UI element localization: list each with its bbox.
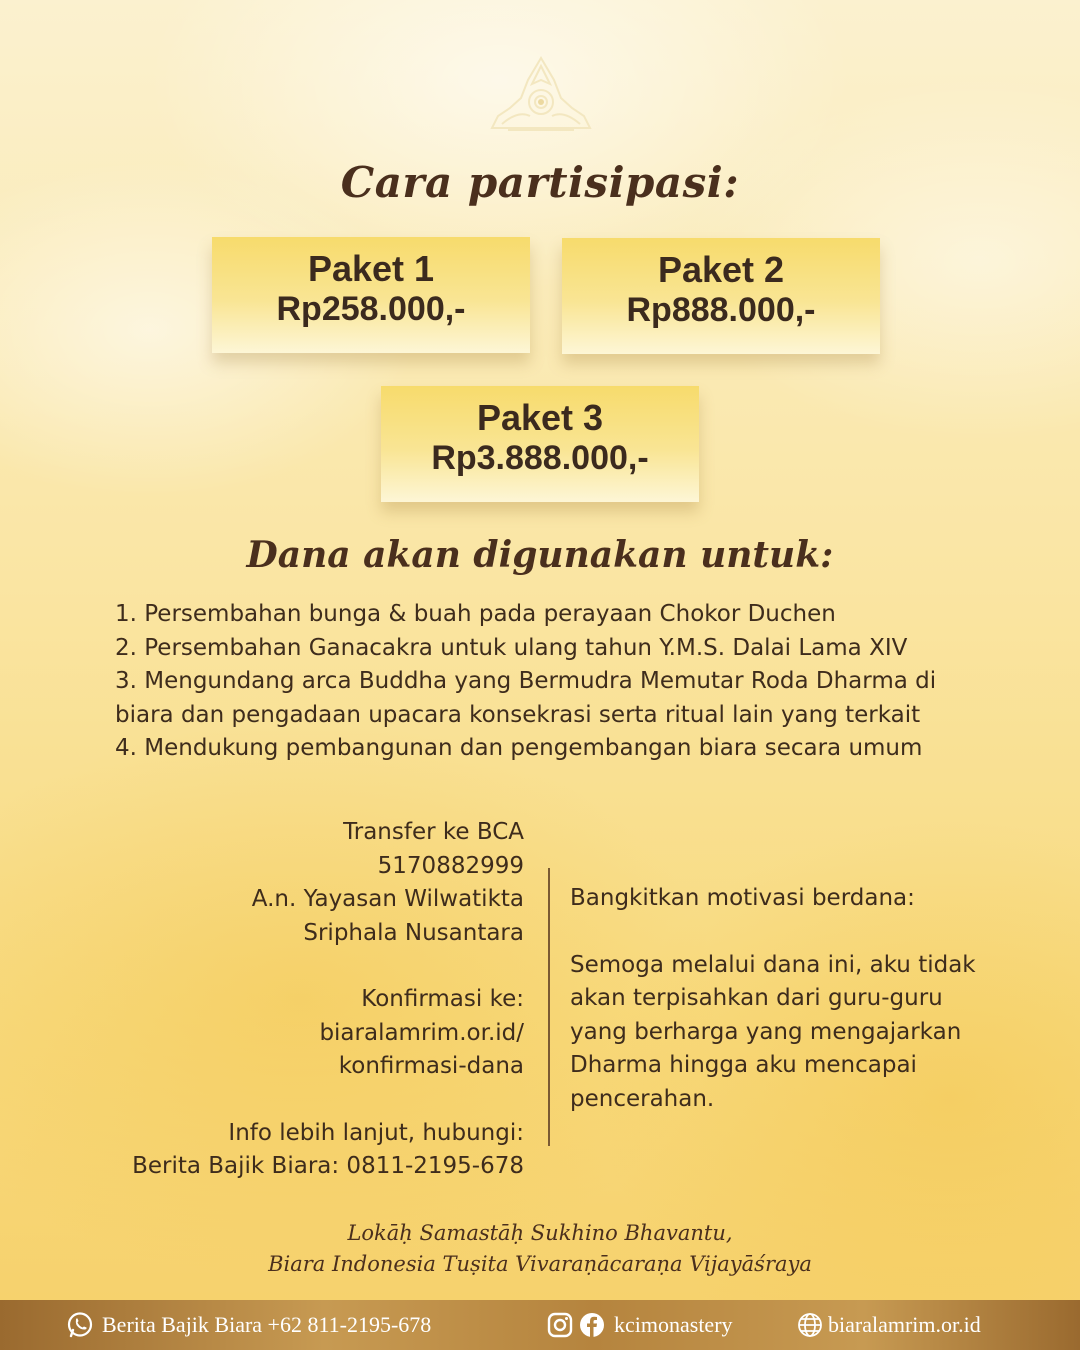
- whatsapp-icon: [66, 1311, 94, 1339]
- motivation-line: pencerahan.: [570, 1085, 715, 1112]
- closing-line: Biara Indonesia Tuṣita Vivaraṇācaraṇa Vijayāśraya: [268, 1252, 812, 1276]
- footer-bar: [0, 1300, 1080, 1350]
- list-item: biara dan pengadaan upacara konsekrasi serta ritual lain yang terkait: [115, 701, 921, 728]
- info-contact: Berita Bajik Biara: 0811-2195-678: [132, 1153, 524, 1179]
- motivation-line: yang berharga yang mengajarkan: [570, 1018, 962, 1045]
- account-name: Sriphala Nusantara: [303, 919, 524, 946]
- package-card-2: [562, 238, 880, 354]
- motivation-line: Semoga melalui dana ini, aku tidak: [570, 951, 976, 978]
- list-item: 1. Persembahan bunga & buah pada perayaan Chokor Duchen: [115, 601, 836, 627]
- motivation-title: Bangkitkan motivasi berdana:: [570, 885, 915, 911]
- package-price: Rp3.888.000,-: [431, 439, 649, 477]
- uses-heading: Dana akan digunakan untuk:: [246, 534, 834, 576]
- motivation-line: Dharma hingga aku mencapai: [570, 1052, 917, 1078]
- package-card-1: [212, 237, 530, 353]
- confirm-link[interactable]: konfirmasi-dana: [338, 1053, 524, 1079]
- confirm-link[interactable]: biaralamrim.or.id/: [319, 1019, 524, 1046]
- list-item: 3. Mengundang arca Buddha yang Bermudra Memutar Roda Dharma di: [115, 668, 937, 694]
- package-card-3: [381, 386, 699, 502]
- package-name: Paket 3: [476, 397, 604, 438]
- account-name: A.n. Yayasan Wilwatikta: [251, 886, 524, 912]
- footer-website-text: biaralamrim.or.id: [828, 1312, 981, 1337]
- footer-whatsapp[interactable]: [66, 1311, 431, 1339]
- uses-list: [115, 598, 975, 766]
- motivation-block: [570, 882, 1010, 1116]
- package-name: Paket 2: [657, 249, 785, 290]
- transfer-bank: Transfer ke BCA: [343, 819, 524, 845]
- package-price: Rp258.000,-: [276, 290, 466, 328]
- confirm-label: Konfirmasi ke:: [361, 986, 524, 1012]
- page-title: Cara partisipasi:: [340, 158, 740, 207]
- footer-whatsapp-text: Berita Bajik Biara +62 811-2195-678: [102, 1312, 432, 1337]
- info-label: Info lebih lanjut, hubungi:: [228, 1119, 524, 1146]
- closing-line: Lokāḥ Samastāḥ Sukhino Bhavantu,: [347, 1221, 733, 1245]
- column-divider: [548, 868, 550, 1146]
- account-number: 5170882999: [377, 852, 524, 879]
- motivation-line: akan terpisahkan dari guru-guru: [570, 985, 943, 1011]
- globe-icon: [796, 1311, 824, 1339]
- footer-social-handle: kcimonastery: [614, 1312, 733, 1337]
- footer-website[interactable]: [796, 1311, 981, 1339]
- footer-social[interactable]: [546, 1311, 733, 1339]
- closing-blessing: [0, 1218, 1080, 1280]
- package-name: Paket 1: [307, 248, 435, 289]
- payment-info: [104, 816, 524, 1184]
- list-item: 4. Mendukung pembangunan dan pengembangan biara secara umum: [115, 735, 923, 761]
- list-item: 2. Persembahan Ganacakra untuk ulang tahun Y.M.S. Dalai Lama XIV: [115, 634, 908, 661]
- instagram-icon: [546, 1311, 574, 1339]
- facebook-icon: [578, 1311, 606, 1339]
- package-price: Rp888.000,-: [626, 291, 816, 329]
- monastery-logo-icon: [488, 54, 594, 134]
